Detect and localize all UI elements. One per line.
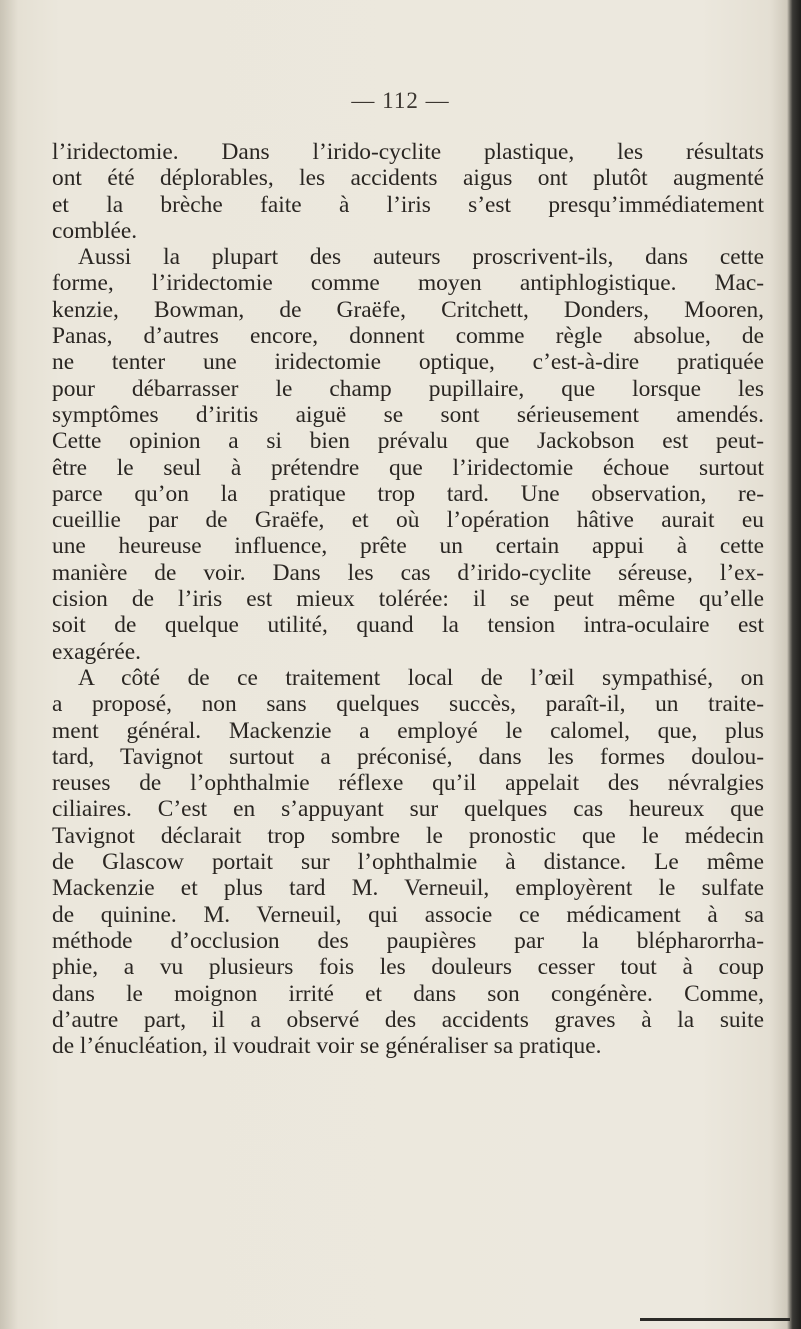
text-line: Panas, d’autres encore, donnent comme règle absolue, de [52, 323, 764, 350]
text-line: Aussi la plupart des auteurs proscrivent-ils, dans cette [78, 244, 764, 271]
text-line: soit de quelque utilité, quand la tension intra-oculaire est [52, 612, 764, 639]
text-line: Mackenzie et plus tard M. Verneuil, employèrent le sulfate [52, 875, 764, 902]
text-line: et la brèche faite à l’iris s’est presqu’immédiatement [52, 191, 764, 218]
text-line: exagérée. [52, 638, 141, 665]
text-line: a proposé, non sans quelques succès, paraît-il, un traite- [52, 691, 764, 718]
text-line: d’autre part, il a observé des accidents graves à la suite [52, 1006, 764, 1033]
text-line: de l’énucléation, il voudrait voir se généraliser sa pratique. [52, 1033, 602, 1060]
text-line: dans le moignon irrité et dans son congénère. Comme, [52, 980, 764, 1007]
text-line: Tavignot déclarait trop sombre le pronostic que le médecin [52, 822, 764, 849]
text-line: cision de l’iris est mieux tolérée: il se peut même qu’elle [52, 586, 764, 613]
text-line: ont été déplorables, les accidents aigus ont plutôt augmenté [52, 165, 764, 192]
text-line: une heureuse influence, prête un certain appui à cette [52, 533, 764, 560]
text-line: Cette opinion a si bien prévalu que Jackobson est peut- [52, 428, 764, 455]
text-line: ciliaires. C’est en s’appuyant sur quelques cas heureux que [52, 796, 764, 823]
page-number: — 112 — [351, 88, 450, 113]
text-line: ne tenter une iridectomie optique, c’est-à-dire pratiquée [52, 349, 764, 376]
text-line: pour débarrasser le champ pupillaire, que lorsque les [52, 375, 764, 402]
page-edge-shadow [787, 0, 801, 1329]
text-line: A côté de ce traitement local de l’œil sympathisé, on [78, 664, 764, 691]
text-line: symptômes d’iritis aiguë se sont sérieusement amendés. [52, 401, 764, 428]
text-line: de Glascow portait sur l’ophthalmie à distance. Le même [52, 849, 764, 876]
text-line: forme, l’iridectomie comme moyen antiphlogistique. Mac- [52, 270, 764, 297]
text-line: ment général. Mackenzie a employé le calomel, que, plus [52, 717, 764, 744]
text-line: cueillie par de Graëfe, et où l’opération hâtive aurait eu [52, 507, 764, 534]
text-line: méthode d’occlusion des paupières par la blépharorrha- [52, 927, 764, 954]
text-line: de quinine. M. Verneuil, qui associe ce médicament à sa [52, 901, 764, 928]
body-text [52, 139, 764, 1059]
binding-gutter [0, 0, 18, 1329]
text-line: parce qu’on la pratique trop tard. Une observation, re- [52, 480, 764, 507]
text-line: comblée. [52, 217, 138, 244]
text-line: reuses de l’ophthalmie réflexe qu’il appelait des névralgies [52, 770, 764, 797]
text-line: tard, Tavignot surtout a préconisé, dans les formes doulou- [52, 743, 764, 770]
text-line: être le seul à prétendre que l’iridectomie échoue surtout [52, 454, 764, 481]
text-line: manière de voir. Dans les cas d’irido-cyclite séreuse, l’ex- [52, 559, 764, 586]
text-line: phie, a vu plusieurs fois les douleurs cesser tout à coup [52, 954, 764, 981]
text-line: l’iridectomie. Dans l’irido-cyclite plastique, les résultats [52, 139, 764, 165]
scan-edge-line [640, 1318, 790, 1321]
text-line: kenzie, Bowman, de Graëfe, Critchett, Donders, Mooren, [52, 296, 764, 323]
